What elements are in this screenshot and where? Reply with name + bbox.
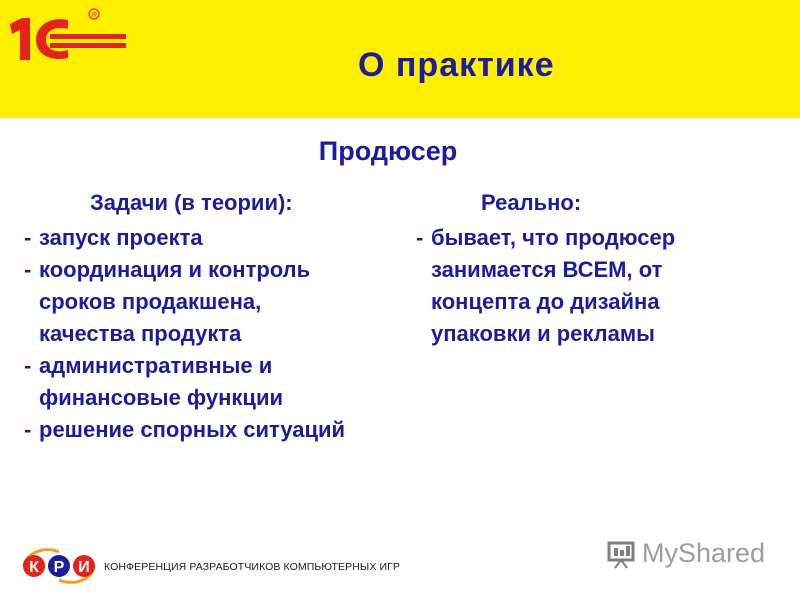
kri-logo — [18, 546, 100, 586]
svg-text:Р: Р — [53, 559, 65, 576]
left-column-heading: Задачи (в теории): — [90, 190, 293, 215]
list-item: финансовые функции — [39, 385, 283, 410]
conference-text: КОНФЕРЕНЦИЯ РАЗРАБОТЧИКОВ КОМПЬЮТЕРНЫХ ИГР — [104, 561, 400, 573]
presentation-icon — [606, 539, 640, 569]
left-column-list — [24, 222, 345, 446]
list-item: - административные и — [24, 353, 273, 378]
list-item: занимается ВСЕМ, от — [431, 257, 663, 282]
list-item: качества продукта — [39, 321, 242, 346]
right-column-heading: Реально: — [481, 190, 582, 215]
right-column-list — [416, 222, 675, 350]
list-item: - запуск проекта — [24, 225, 203, 250]
list-item: - координация и контроль — [24, 257, 311, 282]
watermark — [606, 538, 765, 569]
svg-text:R: R — [92, 12, 98, 19]
list-item: сроков продакшена, — [39, 289, 262, 314]
svg-text:К: К — [29, 559, 39, 576]
list-item: концепта до дизайна — [431, 289, 660, 314]
list-item: - решение спорных ситуаций — [24, 417, 346, 442]
list-item: - бывает, что продюсер — [416, 225, 676, 250]
list-item: упаковки и рекламы — [431, 321, 655, 346]
watermark-text: MyShared — [642, 538, 766, 568]
1c-logo — [6, 4, 128, 64]
svg-text:И: И — [78, 559, 90, 576]
page-title: О практике — [358, 46, 555, 84]
section-heading: Продюсер — [318, 136, 458, 166]
